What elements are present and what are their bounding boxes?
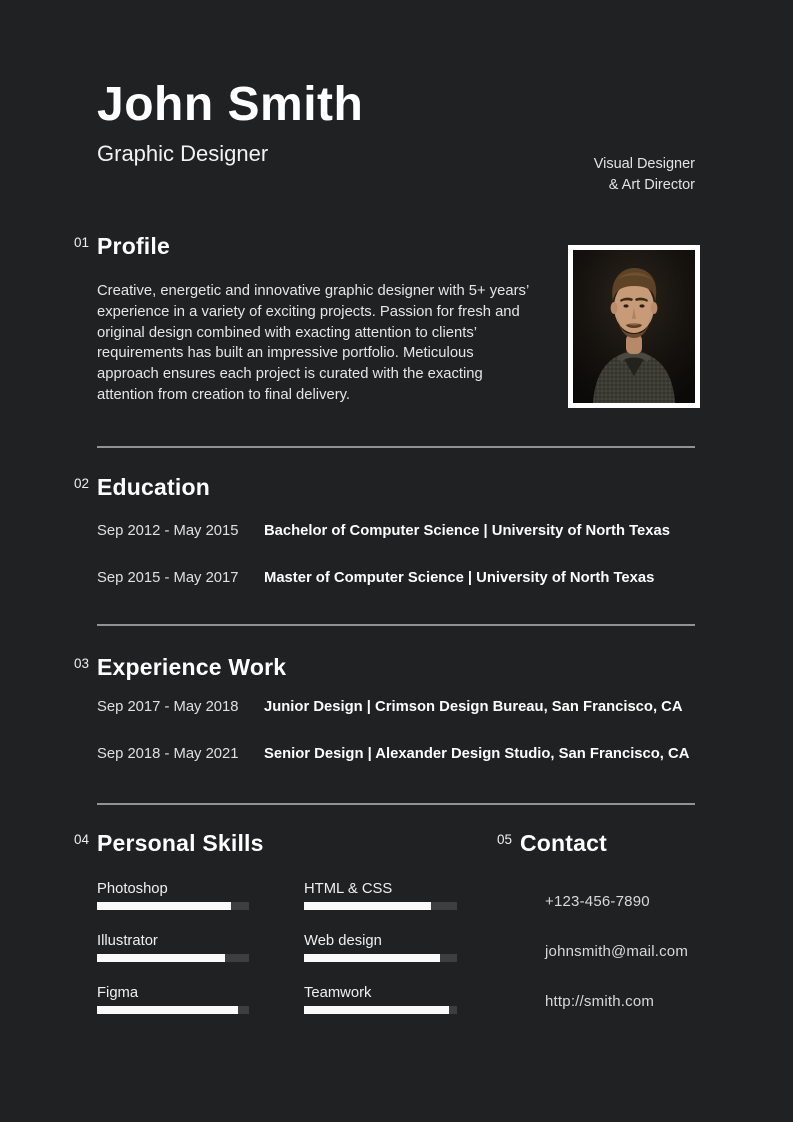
skill-item [304,933,457,962]
experience-row [97,745,695,763]
skill-label: Illustrator [97,932,158,949]
skill-bar-fill [97,1006,238,1014]
experience-description: Senior Design | Alexander Design Studio, San Francisco, CA [264,745,690,762]
skill-item [304,881,457,910]
skill-label: Photoshop [97,880,168,897]
portrait-photo-of-man [573,250,695,403]
education-row [97,569,695,587]
experience-dates: Sep 2017 - May 2018 [97,698,239,715]
section-title: Education [97,473,210,500]
divider [97,446,695,448]
skill-bar-fill [97,902,231,910]
section-number: 04 [74,831,90,847]
section-number: 02 [74,475,90,491]
skill-bar-track [97,1006,249,1014]
divider [97,803,695,805]
contact-website[interactable]: http://smith.com [545,992,655,1010]
skill-item [97,985,249,1014]
skill-item [97,933,249,962]
skills-grid [97,881,477,1037]
contact-email[interactable]: johnsmith@mail.com [545,942,689,960]
section-skills [74,829,477,1037]
section-contact [497,829,695,1037]
experience-row [97,698,695,716]
skill-item [304,985,457,1014]
education-description: Master of Computer Science | University of North Texas [264,569,655,586]
skill-label: HTML & CSS [304,880,393,897]
skill-bar-fill [304,1006,449,1014]
education-heading [74,473,695,502]
job-title: Graphic Designer [97,141,269,166]
profile-text: Creative, energetic and innovative graphic designer with 5+ years’ experience in a variety of exciting projects. Passion for fresh and original design combined with exacting attention to clients’ requirements has built an impressive portfolio. Meticulous approach ensures each project is curated with the exacting attention from creation to final delivery. [97,283,529,403]
section-number: 01 [74,235,90,250]
experience-heading [74,653,695,682]
education-row [97,522,695,540]
experience-rows [97,698,695,763]
header [97,78,695,196]
section-profile [74,232,695,406]
education-rows [97,522,695,587]
section-title: Experience Work [97,653,287,680]
section-education [74,473,695,587]
divider [97,624,695,626]
section-title: Personal Skills [97,829,264,856]
education-description: Bachelor of Computer Science | University of North Texas [264,522,670,539]
tagline-line-2: & Art Director [608,177,695,193]
tagline [594,154,695,196]
skill-bar-fill [304,954,440,962]
skill-bar-fill [304,902,431,910]
section-title: Profile [97,233,170,259]
skill-item [97,881,249,910]
profile-photo [568,245,700,408]
skill-bar-track [304,1006,457,1014]
section-experience [74,653,695,763]
tagline-line-1: Visual Designer [593,156,695,172]
person-name: John Smith [97,78,364,131]
contact-heading [497,829,695,858]
contact-items [520,893,695,1011]
skill-label: Teamwork [304,984,372,1001]
skill-bar-track [304,954,457,962]
section-number: 03 [74,655,90,671]
skill-label: Web design [304,932,382,949]
skill-bar-track [97,902,249,910]
skill-bar-track [97,954,249,962]
subtitle-row [97,140,695,196]
skill-bar-track [304,902,457,910]
skill-bar-fill [97,954,225,962]
education-dates: Sep 2015 - May 2017 [97,569,239,586]
experience-description: Junior Design | Crimson Design Bureau, San Francisco, CA [264,698,683,715]
bottom-columns [74,829,695,1037]
section-number: 05 [497,831,513,847]
contact-phone: +123-456-7890 [545,892,650,910]
experience-dates: Sep 2018 - May 2021 [97,745,239,762]
skills-heading [74,829,477,858]
skill-label: Figma [97,984,139,1001]
section-title: Contact [520,829,608,856]
education-dates: Sep 2012 - May 2015 [97,522,239,539]
